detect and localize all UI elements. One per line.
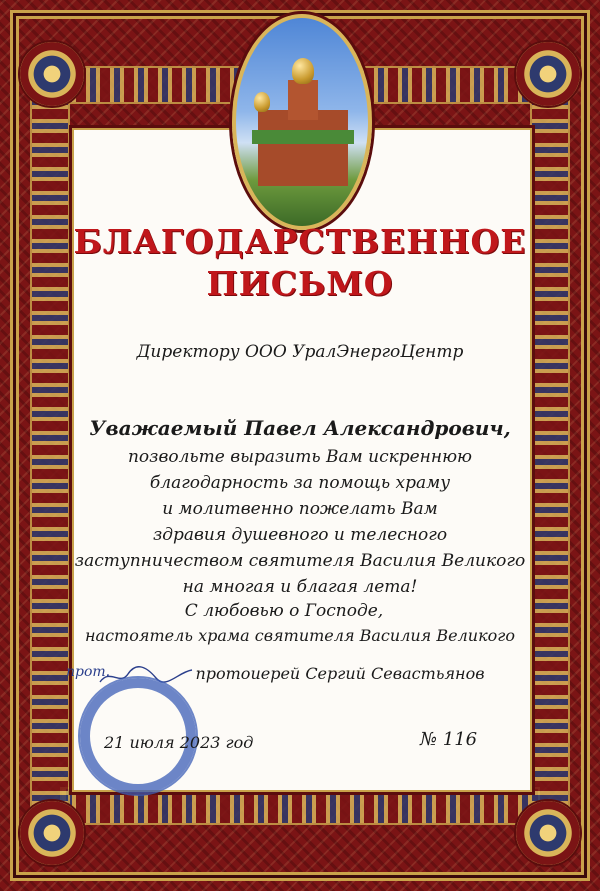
body-line: на многая и благая лета! [182, 577, 418, 597]
letter-number: № 116 [420, 729, 478, 750]
letter-title-line2: ПИСЬМО [206, 264, 394, 303]
body-line: позвольте выразить Вам искреннюю [127, 447, 473, 467]
body-line: заступничеством святителя Василия Великого [74, 551, 526, 571]
right-ornament-band [530, 60, 570, 831]
church-photo-oval [232, 14, 372, 230]
signer-name: протоиерей Сергий Севастьянов [195, 664, 485, 683]
salutation: Уважаемый Павел Александрович, [89, 416, 511, 440]
corner-medallion-bottom-right [514, 799, 582, 867]
addressee: Директору ООО УралЭнергоЦентр [136, 342, 464, 362]
letter-date: 21 июля 2023 год [104, 733, 254, 752]
body-line: здравия душевного и телесного [152, 525, 448, 545]
corner-medallion-top-right [514, 40, 582, 108]
left-ornament-band [30, 60, 70, 831]
church-dome-left [254, 92, 270, 112]
corner-medallion-bottom-left [18, 799, 86, 867]
corner-medallion-top-left [18, 40, 86, 108]
body-line: и молитвенно пожелать Вам [162, 499, 438, 519]
body-line: благодарность за помощь храму [149, 473, 451, 493]
church-building [258, 110, 348, 186]
church-tower [288, 80, 318, 120]
church-roof [252, 130, 354, 144]
closing: С любовью о Господе, [184, 601, 384, 621]
letter-title-line1: БЛАГОДАРСТВЕННОЕ [73, 222, 527, 261]
signer-role: настоятель храма святителя Василия Великого [85, 626, 515, 645]
church-dome-main [292, 58, 314, 84]
signature-prefix: прот. [66, 664, 111, 680]
